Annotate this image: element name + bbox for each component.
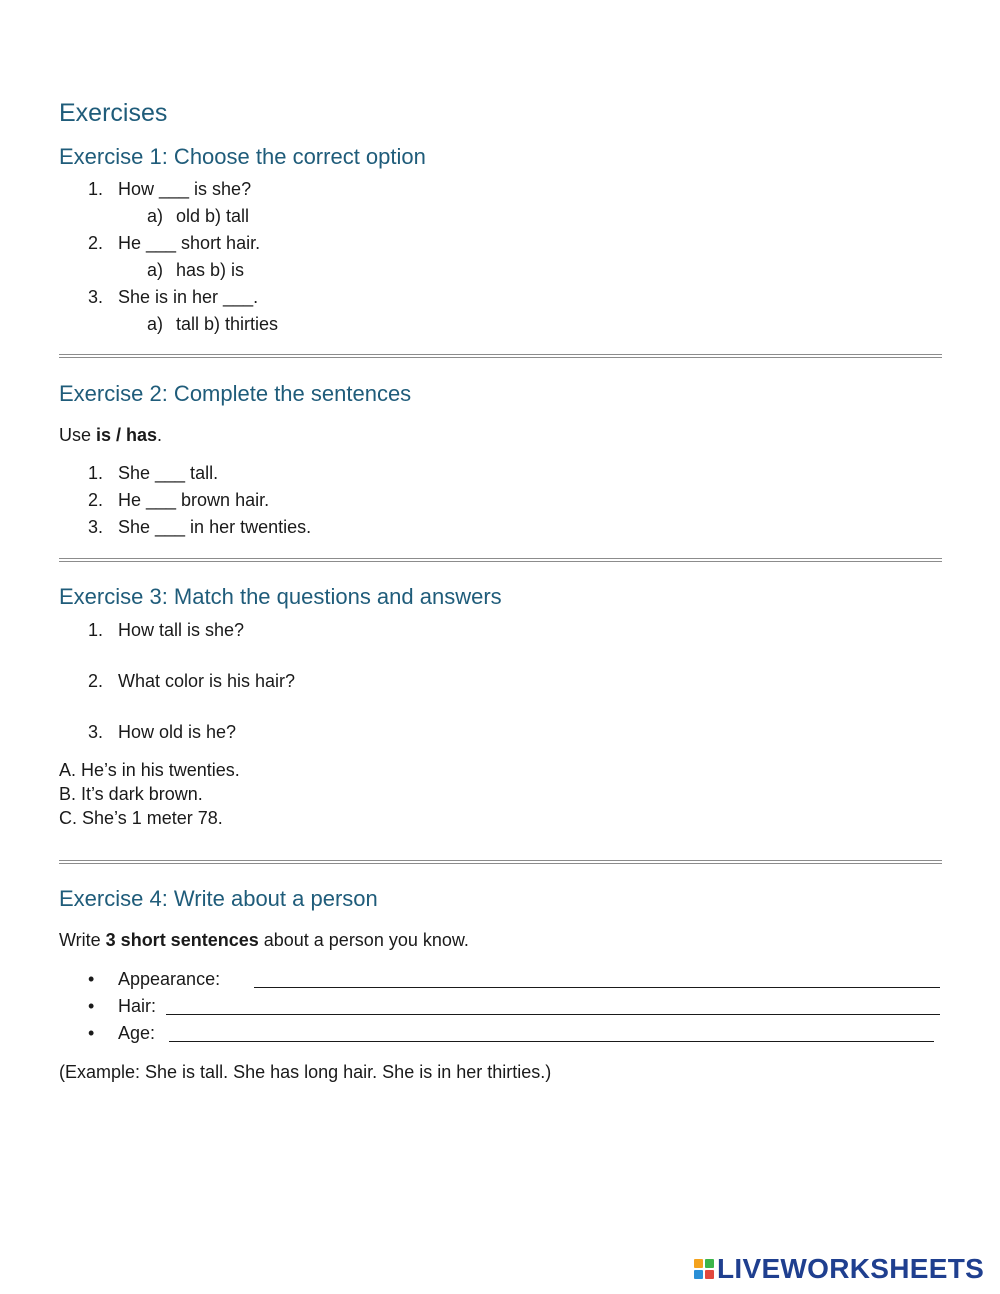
ex2-instruction-prefix: Use (59, 425, 97, 445)
ex4-field-hair-line[interactable] (166, 998, 940, 1015)
ex3-question-1-text: How tall is she? (118, 620, 245, 640)
ex4-field-appearance-label: Appearance: (118, 969, 221, 989)
ex4-instruction-suffix: about a person you know. (258, 930, 469, 950)
liveworksheets-logo[interactable] (694, 1254, 984, 1284)
exercise-2-heading: Exercise 2: Complete the sentences (59, 381, 412, 406)
ex1-item-2-text: He ___ short hair. (118, 233, 261, 253)
logo-square (705, 1259, 714, 1268)
exercise-3-heading: Exercise 3: Match the questions and answers (59, 584, 502, 609)
ex3-question-1-number: 1. (88, 620, 104, 640)
ex1-item-1-number: 1. (88, 179, 104, 199)
page-title: Exercises (59, 99, 168, 127)
bullet-icon: • (88, 996, 95, 1016)
ex1-item-1-text: How ___ is she? (118, 179, 252, 199)
ex1-item-1-option-letter: a) (147, 206, 164, 226)
ex1-item-3-option-letter: a) (147, 314, 164, 334)
exercise-1-heading: Exercise 1: Choose the correct option (59, 144, 426, 169)
ex2-item-3-text: She ___ in her twenties. (118, 517, 312, 537)
ex4-field-appearance-line[interactable] (254, 971, 940, 988)
section-divider (59, 354, 942, 358)
ex2-item-1-number: 1. (88, 463, 104, 483)
ex2-item-2-text: He ___ brown hair. (118, 490, 270, 510)
ex1-item-2-option-letter: a) (147, 260, 164, 280)
ex4-instruction (59, 930, 469, 951)
section-divider (59, 558, 942, 562)
section-divider (59, 860, 942, 864)
logo-square (705, 1270, 714, 1279)
ex4-instruction-bold: 3 short sentences (105, 930, 259, 950)
ex1-item-1-options: old b) tall (176, 206, 250, 226)
ex4-field-age-label: Age: (118, 1023, 156, 1043)
ex2-instruction (59, 425, 162, 446)
ex1-item-2-number: 2. (88, 233, 104, 253)
ex4-example: (Example: She is tall. She has long hair. She is in her thirties.) (59, 1062, 552, 1082)
ex4-field-hair-label: Hair: (118, 996, 157, 1016)
logo-square (694, 1270, 703, 1279)
ex3-answer-a: A. He’s in his twenties. (59, 760, 240, 780)
liveworksheets-logo-text: LIVEWORKSHEETS (717, 1253, 985, 1284)
bullet-icon: • (88, 969, 95, 989)
ex2-instruction-suffix: . (157, 425, 163, 445)
ex4-field-age-line[interactable] (169, 1025, 934, 1042)
ex1-item-2-options: has b) is (176, 260, 245, 280)
exercise-4-heading: Exercise 4: Write about a person (59, 886, 378, 911)
ex3-question-2-number: 2. (88, 671, 104, 691)
ex2-instruction-bold: is / has (96, 425, 158, 445)
ex4-instruction-prefix: Write (59, 930, 106, 950)
liveworksheets-logo-icon (694, 1259, 714, 1279)
ex3-question-2-text: What color is his hair? (118, 671, 296, 691)
ex3-answer-c: C. She’s 1 meter 78. (59, 808, 223, 828)
ex3-question-3-number: 3. (88, 722, 104, 742)
ex2-item-2-number: 2. (88, 490, 104, 510)
logo-square (694, 1259, 703, 1268)
ex3-answer-b: B. It’s dark brown. (59, 784, 203, 804)
bullet-icon: • (88, 1023, 95, 1043)
ex2-item-1-text: She ___ tall. (118, 463, 219, 483)
ex1-item-3-options: tall b) thirties (176, 314, 279, 334)
ex1-item-3-text: She is in her ___. (118, 287, 259, 307)
ex2-item-3-number: 3. (88, 517, 104, 537)
ex1-item-3-number: 3. (88, 287, 104, 307)
ex3-question-3-text: How old is he? (118, 722, 237, 742)
